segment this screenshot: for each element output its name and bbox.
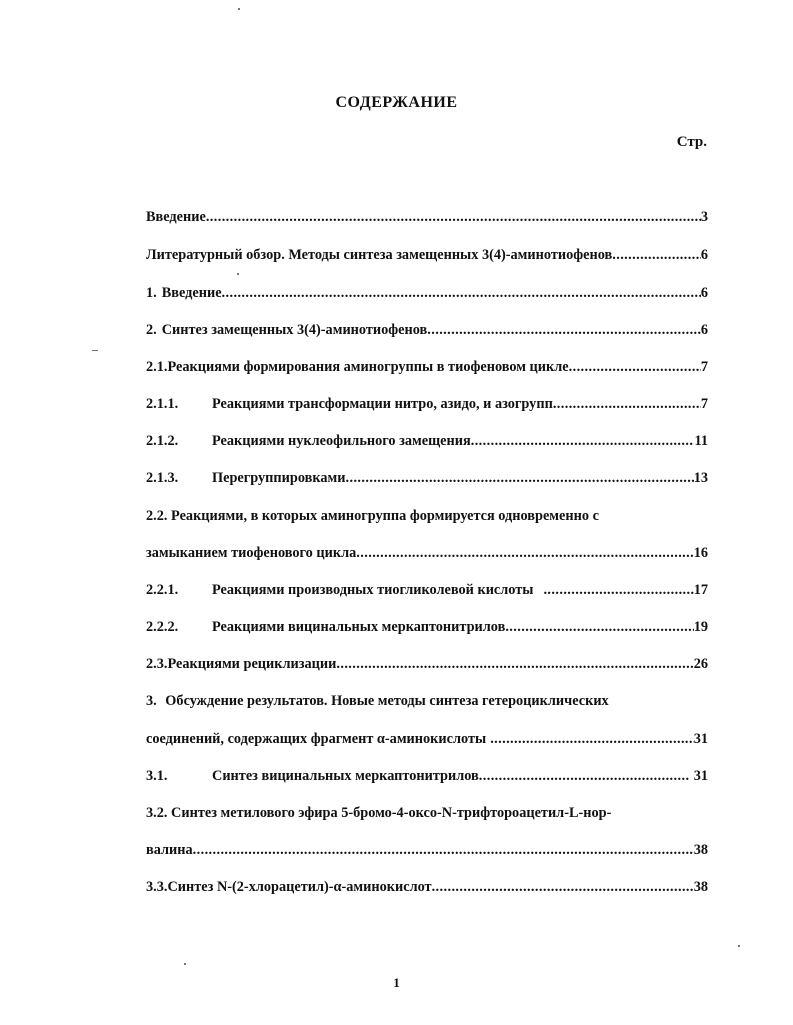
toc-entry-2-1-2 <box>146 433 708 453</box>
toc-text: Обсуждение результатов. Новые методы синтеза гетероциклических <box>165 693 609 709</box>
toc-number: 2.1. <box>146 359 168 375</box>
toc-text: Синтез замещенных 3(4)-аминотиофенов <box>161 322 428 338</box>
leader-dots <box>490 731 694 748</box>
toc-entry-intro <box>146 209 708 229</box>
toc-page: 6 <box>700 285 708 301</box>
toc-number: 1. <box>146 285 157 301</box>
toc-page: 38 <box>693 842 708 858</box>
toc-text: Введение <box>146 209 206 225</box>
toc-page: 17 <box>693 582 708 598</box>
toc-page: 6 <box>700 322 708 338</box>
toc-page: 6 <box>700 247 708 263</box>
leader-dots <box>432 879 694 896</box>
toc-page: 13 <box>693 470 708 486</box>
toc-number: 2.1.2. <box>146 433 179 449</box>
leader-dots <box>612 247 701 264</box>
toc-entry-3-2-line2 <box>146 842 708 862</box>
toc-text: Синтез вицинальных меркаптонитрилов <box>212 768 479 784</box>
toc-number: 3.3. <box>146 879 168 895</box>
toc-page: 31 <box>693 768 708 784</box>
toc-page: 7 <box>700 396 708 412</box>
toc-entry-3-1 <box>146 768 708 788</box>
toc-number: 2.2.2. <box>146 619 179 635</box>
toc-number: 2.2.1. <box>146 582 179 598</box>
toc-number: 3.1. <box>146 768 168 784</box>
toc-number: 2. <box>146 322 157 338</box>
toc-number: 3. <box>146 693 161 709</box>
leader-dots <box>471 433 695 450</box>
toc-text: Литературный обзор. Методы синтеза замещенных 3(4)-аминотиофенов <box>146 247 613 263</box>
toc-text: Реакциями производных тиогликолевой кислоты <box>212 582 534 598</box>
toc-entry-2-1-3 <box>146 470 708 490</box>
leader-dots <box>569 359 701 376</box>
toc-number: 3.2. <box>146 805 172 821</box>
toc-text: Реакциями вицинальных меркаптонитрилов <box>212 619 506 635</box>
scan-speck <box>237 273 239 275</box>
toc-number: 2.1.1. <box>146 396 179 412</box>
toc-entry-2-2-line2 <box>146 545 708 565</box>
toc-text: Синтез метилового эфира 5-бромо-4-оксо-N-трифтороацетил-L-нор- <box>171 805 612 821</box>
toc-text: Реакциями рециклизации <box>167 656 337 672</box>
leader-dots <box>505 619 693 636</box>
toc-text: Реакциями нуклеофильного замещения <box>212 433 471 449</box>
toc-page: 7 <box>700 359 708 375</box>
toc-entry-2-3 <box>146 656 708 676</box>
leader-dots <box>553 396 701 413</box>
toc-entry-3-3 <box>146 879 708 899</box>
toc-text: Введение <box>161 285 222 301</box>
page-number: 1 <box>393 975 400 990</box>
toc-page: 26 <box>693 656 708 672</box>
toc-entry-2-2-line1 <box>146 508 708 528</box>
toc-text: замыканием тиофенового цикла <box>146 545 357 561</box>
leader-dots <box>346 470 694 487</box>
toc-text: Синтез N-(2-хлорацетил)-α-аминокислот <box>167 879 432 895</box>
toc-text: Реакциями, в которых аминогруппа формируется одновременно с <box>171 508 599 524</box>
leader-dots <box>193 842 694 859</box>
toc-page: 19 <box>693 619 708 635</box>
leader-dots <box>206 209 701 226</box>
toc-text: Перегруппировками <box>212 470 346 486</box>
toc-entry-2-2-1 <box>146 582 708 602</box>
toc-entry-3-2-line1 <box>146 805 708 825</box>
toc-entry-2-1 <box>146 359 708 379</box>
toc-number: 2.2. <box>146 508 172 524</box>
leader-dots <box>479 768 690 785</box>
toc-entry-2-2-2 <box>146 619 708 639</box>
toc-page: 3 <box>700 209 708 225</box>
toc-page: 16 <box>693 545 708 561</box>
scan-speck <box>238 8 240 10</box>
toc-text: Реакциями формирования аминогруппы в тиофеновом цикле <box>167 359 569 375</box>
toc-entry-1 <box>146 285 708 305</box>
leader-dots <box>222 285 701 302</box>
toc-page: 11 <box>694 433 708 449</box>
toc-entry-3-line2 <box>146 731 708 751</box>
toc-entry-3-line1 <box>146 693 708 713</box>
toc-entry-2-1-1 <box>146 396 708 416</box>
toc-text: валина <box>146 842 193 858</box>
toc-text: соединений, содержащих фрагмент α-аминокислоты <box>146 731 487 747</box>
leader-dots <box>543 582 693 599</box>
scan-speck <box>92 350 98 351</box>
toc-entry-literature-review <box>146 247 708 267</box>
leader-dots <box>427 322 701 339</box>
toc-number: 2.3. <box>146 656 168 672</box>
page-title: СОДЕРЖАНИЕ <box>335 94 458 111</box>
toc-page: 31 <box>693 731 708 747</box>
scan-speck <box>738 945 740 947</box>
toc-page: 38 <box>693 879 708 895</box>
page-column-label: Стр. <box>676 134 707 150</box>
toc-entry-2 <box>146 322 708 342</box>
leader-dots <box>356 545 693 562</box>
toc-number: 2.1.3. <box>146 470 179 486</box>
leader-dots <box>336 656 693 673</box>
toc-text: Реакциями трансформации нитро, азидо, и азогрупп <box>212 396 553 412</box>
scan-speck <box>184 963 186 965</box>
